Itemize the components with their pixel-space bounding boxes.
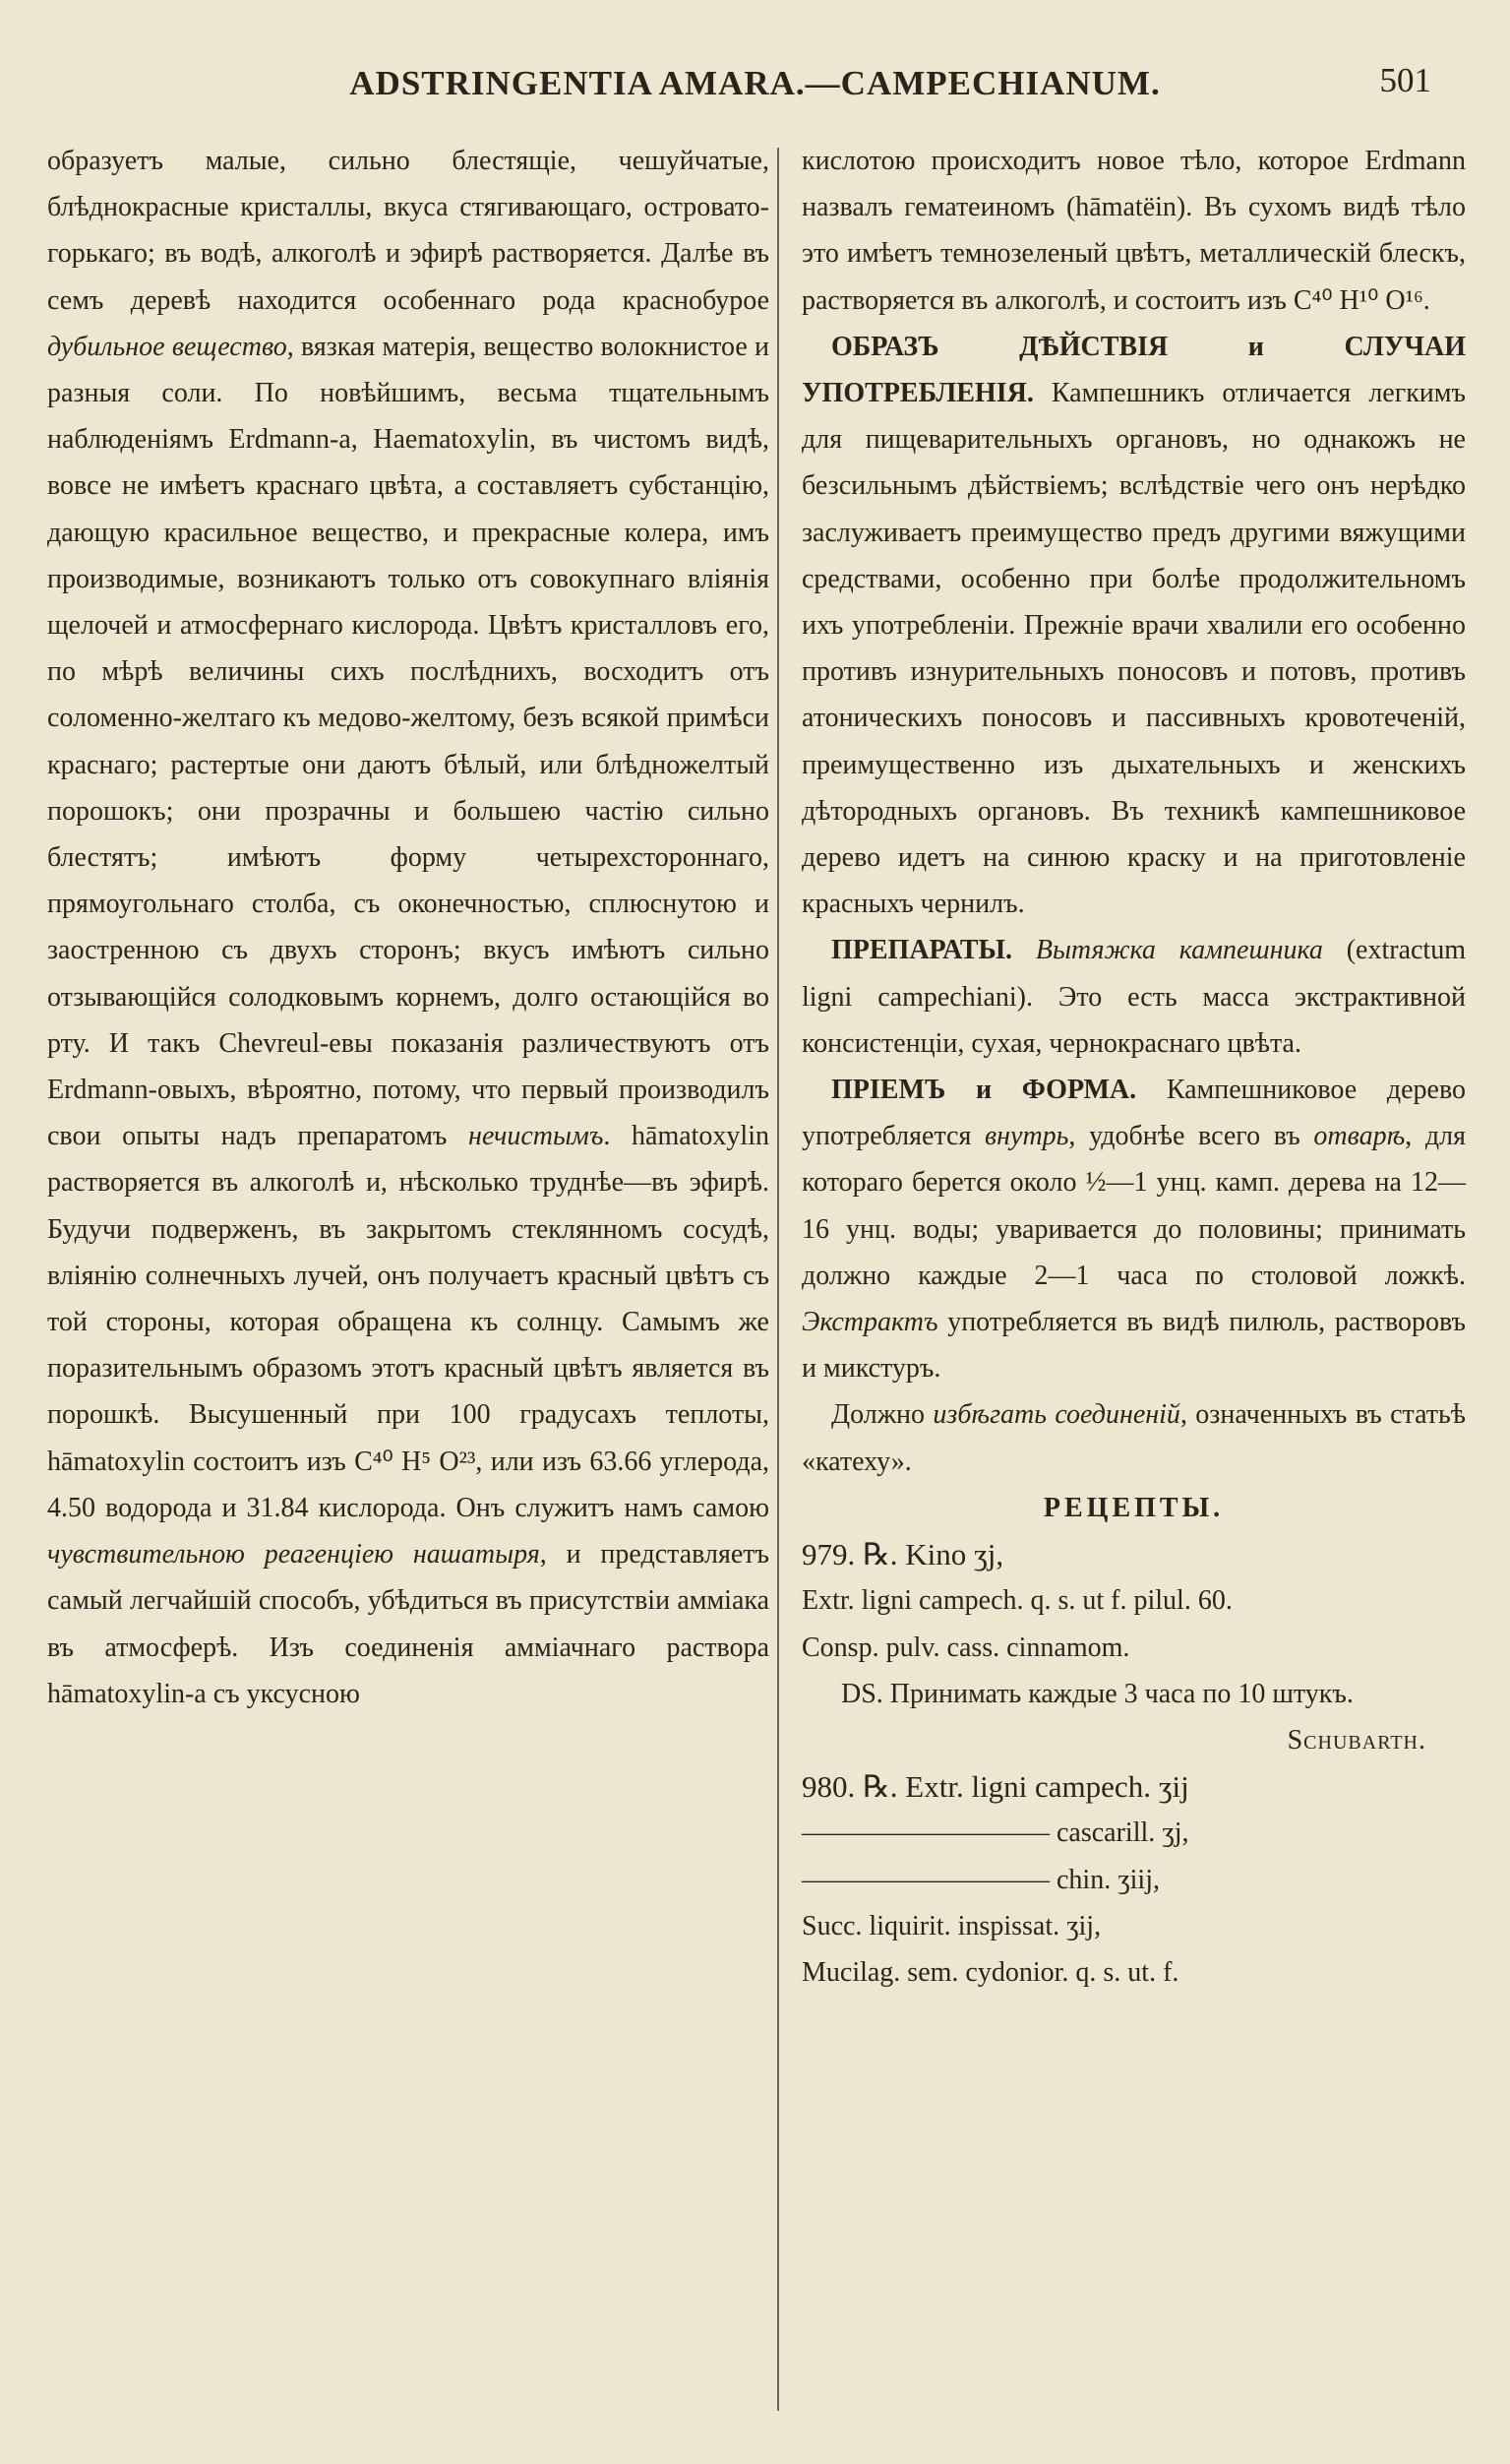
italic-term: Экстрактъ (802, 1307, 938, 1338)
recipe-line: Succ. liquirit. inspissat. ʒij, (802, 1910, 1102, 1941)
italic-term: отварѣ (1313, 1121, 1406, 1152)
recipe-line: 979. ℞. Kino ʒj, (802, 1537, 1004, 1572)
section-heading: ПРЕПАРАТЫ. (831, 935, 1013, 966)
recipe-line: ————————— cascarill. ʒj, (802, 1817, 1189, 1849)
text-run: , вязкая матерія, вещество волокнистое и разныя соли. По новѣйшимъ, весьма тщательнымъ наблюденіямъ Erdmann-а, Haematoxylin, въ чистомъ видѣ, вовсе не имѣетъ краснаго цвѣта, а составляетъ субстанцію, дающую красильное вещество, и прекрасные колера, имъ производимые, возникаютъ только отъ совокупнаго вліянія щелочей и атмосфернаго кислорода. Цвѣтъ кристалловъ его, по мѣрѣ величины сихъ послѣднихъ, восходитъ отъ соломенно-желтаго къ медово-желтому, безъ всякой примѣси краснаго; растертые они даютъ бѣлый, или блѣдножелтый порошокъ; они прозрачны и большею частію сильно блестятъ; имѣютъ форму четырехстороннаго, прямоугольнаго столба, съ оконечностью, сплюснутою и заостренною съ двухъ сторонъ; вкусъ имѣютъ сильно отзывающійся солодковымъ корнемъ, долго остающійся во рту. И такъ Chevreul-евы показанія различествуютъ отъ Erdmann-овыхъ, вѣроятно, потому, что первый производилъ свои опыты надъ препаратомъ (47, 331, 769, 1152)
recipe-line: Consp. pulv. cass. cinnamom. (802, 1632, 1130, 1663)
italic-term: избѣгать соединеній (933, 1399, 1180, 1431)
recipe-author: Schubarth. (1287, 1724, 1426, 1756)
text-run: . hāmatoxylin растворяется въ алкоголѣ и, нѣсколько труднѣе—въ эфирѣ. Будучи подверженъ, въ закрытомъ стеклянномъ сосудѣ, вліянію солнечныхъ лучей, онъ получаетъ красный цвѣтъ съ той стороны, которая обращена къ солнцу. Самымъ же поразительнымъ образомъ этотъ красный цвѣтъ является въ порошкѣ. Высушенный при 100 градусахъ теплоты, hāmatoxylin состоитъ изъ C⁴⁰ H⁵ O²³, или изъ 63.66 углерода, 4.50 водорода и 31.84 кислорода. Онъ служитъ намъ самою (47, 1121, 769, 1523)
italic-term: нечистымъ (468, 1121, 604, 1152)
text-run: , для котораго берется около ½—1 унц. камп. дерева на 12—16 унц. воды; уваривается до половины; принимать должно каждые 2—1 часа по столовой ложкѣ. (802, 1121, 1466, 1291)
text-run: употребляется въ видѣ пилюль, растворовъ и микстуръ. (802, 1307, 1466, 1385)
text-run: (extractum ligni campechiani). Это есть масса экстрактивной консистенціи, сухая, чернокраснаго цвѣта. (802, 935, 1466, 1059)
recipe-980 (802, 1763, 1466, 1996)
left-column-text (47, 138, 769, 1717)
recipe-979 (802, 1531, 1466, 1763)
text-run: Кампешниковое дерево употребляется (802, 1075, 1466, 1152)
text-run (1012, 935, 1036, 965)
section-heading: ОБРАЗЪ ДѢЙСТВІЯ и СЛУЧАИ УПОТРЕБЛЕНІЯ. (802, 331, 1466, 409)
paragraph: кислотою происходитъ новое тѣло, которое Erdmann назвалъ гематеиномъ (hāmatëin). Въ сухомъ видѣ тѣло это имѣетъ темнозеленый цвѣтъ, металлическій блескъ, растворяется въ алкоголѣ, и состоитъ изъ C⁴⁰ H¹⁰ O¹⁶. (802, 146, 1466, 316)
page-header (0, 61, 1510, 106)
paragraph-preparations (802, 927, 1466, 1067)
italic-term: дубильное вещество (47, 331, 287, 362)
recipe-line: 980. ℞. Extr. ligni campech. ʒij (802, 1769, 1189, 1805)
paragraph-avoid (802, 1391, 1466, 1484)
column-divider (777, 148, 779, 2411)
right-column (802, 138, 1466, 1996)
italic-term: внутрь (984, 1121, 1069, 1152)
italic-term: чувствительною реагенціею нашатыря (47, 1539, 540, 1571)
text-run: , и представляетъ самый легчайшій способъ, убѣдиться въ присутствіи амміака въ атмосферѣ. Изъ соединенія амміачнаго раствора hāmatoxylin-а съ уксусною (47, 1539, 769, 1709)
recipe-line: ————————— chin. ʒiij, (802, 1864, 1160, 1895)
text-run: , удобнѣе всего въ (1068, 1121, 1314, 1152)
italic-term: Вытяжка кампешника (1035, 935, 1323, 966)
running-head: ADSTRINGENTIA AMARA.—CAMPECHIANUM. (349, 64, 1161, 102)
page-number: 501 (1379, 61, 1431, 99)
text-run: образуетъ малые, сильно блестящіе, чешуйчатые, блѣднокрасные кристаллы, вкуса стягивающаго, островато-горькаго; въ водѣ, алкоголѣ и эфирѣ растворяется. Далѣе въ семъ деревѣ находится особеннаго рода краснобурое (47, 146, 769, 316)
text-run: Кампешникъ отличается легкимъ для пищеварительныхъ органовъ, но однакожъ не безсильнымъ дѣйствіемъ; вслѣдствіе чего онъ нерѣдко заслуживаетъ преимущество предъ другими вяжущими средствами, особенно при болѣе продолжительномъ ихъ употребленіи. Прежніе врачи хвалили его особенно противъ изнурительныхъ поносовъ и потовъ, противъ атоническихъ поносовъ и пассивныхъ кровотеченій, преимущественно изъ дыхательныхъ и женскихъ дѣтородныхъ органовъ. Въ техникѣ кампешниковое дерево идетъ на синюю краску и на приготовленіе красныхъ чернилъ. (802, 378, 1466, 920)
text-run: , означенныхъ въ статьѣ «катеху». (802, 1399, 1466, 1477)
recipe-line: DS. Принимать каждые 3 часа по 10 штукъ. (841, 1678, 1354, 1709)
left-column (47, 138, 769, 1717)
recipes-heading: РЕЦЕПТЫ. (1043, 1492, 1225, 1523)
recipe-line: Mucilag. sem. cydonior. q. s. ut. f. (802, 1956, 1179, 1988)
recipe-line: Extr. ligni campech. q. s. ut f. pilul. 60. (802, 1585, 1233, 1617)
section-heading: ПРІЕМЪ и ФОРМА. (831, 1075, 1137, 1106)
paragraph-action (802, 324, 1466, 928)
text-run: Должно (831, 1399, 934, 1431)
paragraph-dosage (802, 1067, 1466, 1391)
